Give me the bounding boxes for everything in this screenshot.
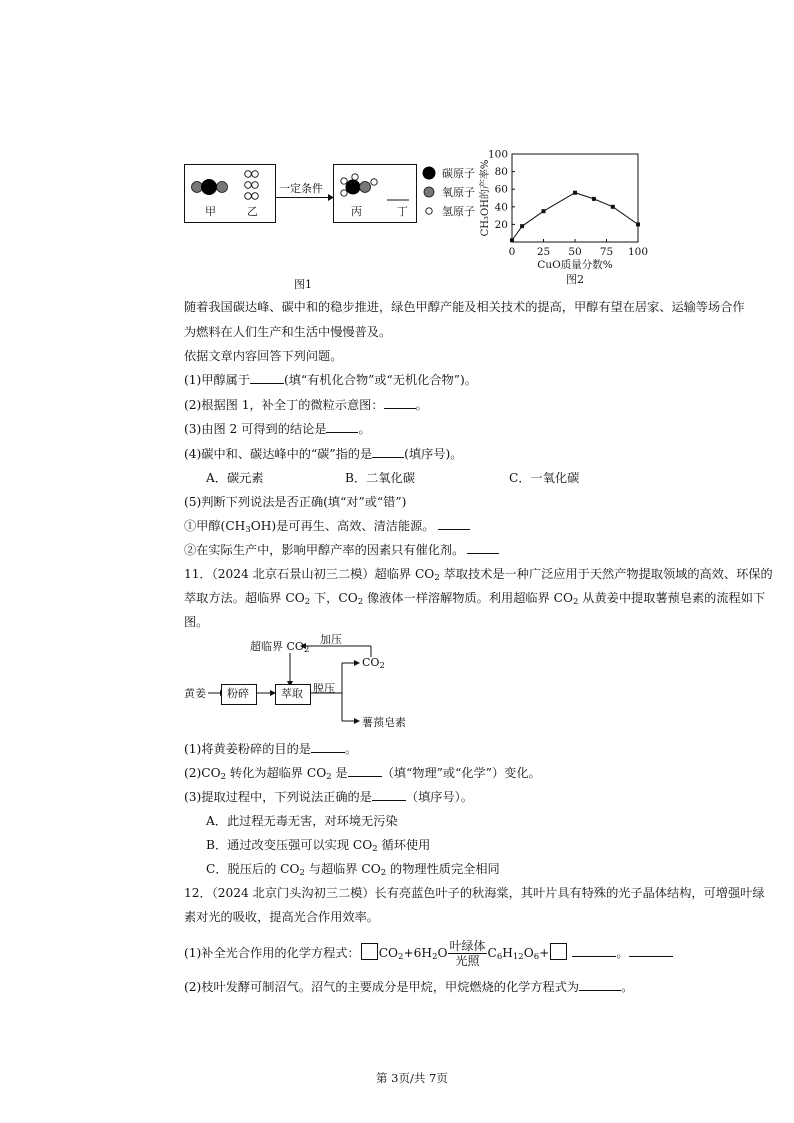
q11-sub-1: (1)将黄姜粉碎的目的是 。	[184, 742, 358, 756]
label-ding: 丁	[397, 205, 408, 218]
question-3: (3)由图 2 可得到的结论是 。	[184, 422, 371, 436]
y-axis-label: CH₃OH的产率%	[480, 159, 491, 237]
co2-label: $CO_2$	[362, 656, 385, 671]
y-tick-label: 40	[494, 201, 508, 214]
carbon-atom	[201, 179, 217, 195]
q11-line-3: 图。	[184, 615, 209, 629]
extract-label: 萃取	[281, 687, 303, 700]
atom-legend	[420, 166, 440, 218]
question-1: (1)甲醇属于 (填“有机化合物”或“无机化合物”)。	[184, 373, 477, 387]
label-jia: 甲	[205, 205, 216, 218]
answer-blank[interactable]	[326, 421, 358, 433]
paragraph-line: 随着我国碳达峰、碳中和的稳步推进，绿色甲醇产能及相关技术的提高，甲醇有望在居家、运输等场合作	[184, 300, 745, 314]
option-b: B．二氧化碳	[345, 471, 415, 485]
question-2: (2)根据图 1，补全丁的微粒示意图： 。	[184, 398, 428, 412]
reaction-arrow	[276, 194, 334, 202]
yield-chart	[478, 146, 648, 292]
data-point	[542, 209, 546, 213]
depressurize-label: 脱压	[313, 682, 335, 695]
q11-option-c: C．脱压后的 $CO_2$ 与超临界 $CO_2$ 的物理性质完全相同	[206, 862, 500, 878]
hydrogen-legend-icon	[426, 208, 432, 214]
x-tick-label: 100	[627, 246, 648, 258]
answer-blank[interactable]	[438, 518, 470, 530]
oxygen-atom	[360, 182, 371, 193]
statement-2: ②在实际生产中，影响甲醇产率的因素只有催化剂。	[184, 542, 499, 558]
q11-line-1: 11．（2024 北京石景山初三二模）超临界 $CO_2$ 萃取技术是一种广泛应用于天然产物提取领域的高效、环保的	[184, 567, 773, 583]
carbon-atom	[346, 180, 361, 195]
arrow-condition: 一定条件	[279, 182, 323, 195]
oxygen-atom	[192, 182, 203, 193]
question-4: (4)碳中和、碳达峰中的“碳”指的是 (填序号)。	[184, 447, 463, 461]
reactant-molecules	[184, 164, 276, 222]
hydrogen-molecules	[245, 171, 259, 200]
option-c: C．一氧化碳	[509, 471, 580, 485]
coefficient-box[interactable]	[550, 943, 567, 960]
y-tick-label: 100	[487, 148, 508, 161]
hydrogen-atom	[341, 178, 347, 184]
q12-line-1: 12．（2024 北京门头沟初三二模）长有亮蓝色叶子的秋海棠，其叶片具有特殊的光子晶体结构，可增强叶绿	[184, 886, 765, 900]
coefficient-box[interactable]	[361, 943, 378, 960]
x-tick-label: 0	[508, 246, 516, 258]
answer-blank[interactable]	[372, 446, 404, 458]
option-a: A．碳元素	[206, 471, 264, 485]
label-bing: 丙	[351, 205, 362, 218]
data-point	[573, 191, 577, 195]
answer-blank[interactable]	[467, 542, 499, 554]
paragraph-line: 为燃料在人们生产和生活中慢慢普及。	[184, 325, 392, 339]
legend-oxygen: 氧原子	[442, 186, 475, 199]
q11-sub-2: $(2)CO_2$ 转化为超临界 $CO_2$ 是 （填“物理”或“化学”）变化。	[184, 766, 541, 782]
q12-line-2: 素对光的吸收，提高光合作用效率。	[184, 910, 379, 924]
hydrogen-atom	[352, 174, 358, 180]
oxygen-legend-icon	[424, 187, 434, 197]
answer-blank[interactable]	[572, 945, 616, 957]
question-5: (5)判断下列说法是否正确(填“对”或“错”)	[184, 495, 407, 509]
ginger-label: 黄姜	[184, 687, 206, 700]
data-point	[636, 222, 640, 226]
paragraph-line: 依据文章内容回答下列问题。	[184, 349, 343, 363]
plot-frame	[512, 154, 638, 242]
answer-blank[interactable]	[629, 945, 673, 957]
x-tick-label: 75	[599, 246, 614, 258]
crush-label: 粉碎	[227, 687, 249, 700]
q12-sub-2: (2)枝叶发酵可制沼气。沼气的主要成分是甲烷，甲烷燃烧的化学方程式为 。	[184, 980, 634, 994]
carbon-legend-icon	[423, 167, 436, 180]
yield-series-line	[512, 193, 638, 241]
legend-hydrogen: 氢原子	[442, 205, 475, 218]
statement-1: ①甲醇$(CH_3OH)$是可再生、高效、清洁能源。	[184, 518, 470, 538]
data-point	[592, 197, 596, 201]
answer-blank[interactable]	[250, 372, 284, 384]
answer-blank[interactable]	[311, 741, 345, 753]
answer-blank[interactable]	[372, 789, 406, 801]
supercritical-co2-label: 超临界 $CO_2$	[250, 640, 310, 655]
q11-option-b: B．通过改变压强可以实现 $CO_2$ 循环使用	[206, 838, 431, 854]
hydrogen-atom	[371, 179, 377, 185]
x-tick-label: 25	[536, 246, 551, 258]
data-point	[510, 238, 514, 242]
label-yi: 乙	[247, 205, 258, 218]
q11-option-a: A．此过程无毒无害，对环境无污染	[206, 814, 398, 828]
data-point	[611, 205, 615, 209]
y-tick-label: 20	[494, 218, 508, 231]
page-footer: 第 3页/共 7页	[376, 1071, 448, 1085]
reaction-condition: $\frac{\text{叶绿体}}{\text{光照}}$	[449, 939, 486, 968]
legend-carbon: 碳原子	[442, 167, 475, 180]
answer-blank[interactable]	[579, 979, 621, 991]
hydrogen-atom	[341, 190, 347, 196]
x-tick-label: 50	[568, 246, 582, 258]
answer-blank[interactable]	[348, 765, 382, 777]
answer-blank[interactable]	[384, 397, 416, 409]
q12-sub-1: (1)补全光合作用的化学方程式： $CO_2+6H_2O$ $\frac{\text{叶绿体}}{\text{光照}}$ $C_6H_{12}O_6+$ 。	[184, 936, 673, 974]
oxygen-atom	[217, 182, 228, 193]
pressurize-label: 加压	[320, 633, 342, 646]
product-label: 薯蓣皂素	[362, 716, 406, 729]
y-tick-label: 80	[494, 166, 508, 179]
y-tick-label: 60	[494, 183, 508, 196]
x-axis-label: CuO质量分数%	[537, 259, 613, 271]
q11-sub-3: (3)提取过程中，下列说法正确的是 （填序号）。	[184, 790, 473, 804]
q11-line-2: 萃取方法。超临界 $CO_2$ 下，$CO_2$ 像液体一样溶解物质。利用超临界 $CO_2$ 从黄姜中提取薯蓣皂素的流程如下	[184, 591, 766, 607]
figure-1-caption: 图1	[294, 278, 312, 291]
figure-2-caption: 图2	[566, 273, 584, 286]
data-point	[520, 224, 524, 228]
